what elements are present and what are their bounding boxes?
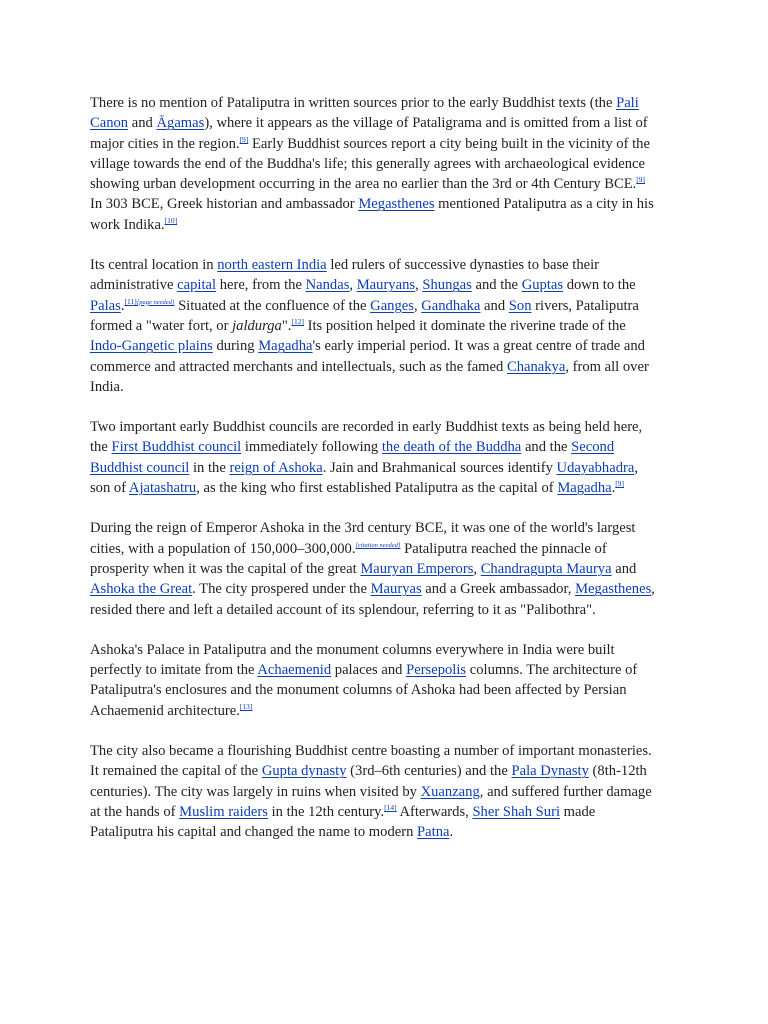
link-ashoka-the-great[interactable]: Ashoka the Great bbox=[90, 581, 193, 598]
link-agamas[interactable]: Āgamas bbox=[156, 115, 205, 132]
body-text: perfectly to imitate from the bbox=[90, 662, 258, 679]
link-shungas[interactable]: Shungas bbox=[422, 277, 472, 294]
link-palas[interactable]: Palas bbox=[90, 297, 121, 314]
citation-12-link[interactable]: [12] bbox=[291, 316, 304, 326]
body-text: (8th-12th bbox=[588, 763, 647, 780]
citation-9-link[interactable]: [9] bbox=[615, 479, 625, 489]
link-pali-canon[interactable]: Pali bbox=[616, 95, 639, 111]
body-text: , bbox=[349, 277, 357, 294]
link-first-buddhist-council[interactable]: First Buddhist council bbox=[111, 439, 242, 456]
link-persepolis[interactable]: Persepolis bbox=[406, 662, 467, 679]
body-text: Ashoka's Palace in Pataliputra and the monument columns everywhere in India were built bbox=[90, 641, 615, 658]
article-body bbox=[90, 93, 680, 863]
body-text: , bbox=[413, 297, 422, 314]
body-text: major cities in the region. bbox=[90, 135, 240, 152]
body-text: administrative bbox=[90, 277, 178, 294]
body-text: . bbox=[449, 824, 454, 841]
body-text: mentioned Pataliputra as a city in his bbox=[434, 196, 654, 213]
text-line bbox=[90, 194, 680, 214]
body-text: (3rd–6th centuries) and the bbox=[346, 763, 512, 780]
text-line bbox=[90, 660, 680, 680]
link-north-eastern-india[interactable]: north eastern India bbox=[217, 257, 327, 274]
text-line bbox=[90, 215, 680, 235]
link-second-buddhist-council[interactable]: Second bbox=[571, 439, 615, 456]
link-magadha[interactable]: Magadha bbox=[557, 480, 612, 497]
link-udayabhadra[interactable]: Udayabhadra bbox=[556, 459, 635, 476]
link-second-buddhist-council[interactable]: Buddhist council bbox=[90, 459, 190, 476]
body-text: in the 12th century. bbox=[267, 803, 385, 820]
link-indo-gangetic-plains[interactable]: Indo-Gangetic plains bbox=[90, 338, 213, 355]
citation-12 bbox=[291, 317, 304, 326]
body-text: and bbox=[128, 115, 157, 132]
link-mauryan-emperors[interactable]: Mauryan Emperors bbox=[360, 560, 474, 577]
paragraph bbox=[90, 640, 680, 721]
citation-14-link[interactable]: [14] bbox=[384, 802, 397, 812]
text-line bbox=[90, 377, 680, 397]
body-text: led rulers of successive dynasties to base their bbox=[326, 257, 600, 274]
text-line bbox=[90, 417, 680, 437]
link-son[interactable]: Son bbox=[508, 297, 532, 314]
body-text: and bbox=[480, 297, 509, 314]
text-line bbox=[90, 93, 680, 113]
body-text: . bbox=[120, 297, 125, 314]
link-gupta-dynasty[interactable]: Gupta dynasty bbox=[261, 763, 347, 780]
body-text: during bbox=[212, 338, 259, 355]
body-text: , and suffered further damage bbox=[479, 783, 652, 800]
text-line bbox=[90, 134, 680, 154]
body-text: at the hands of bbox=[90, 803, 180, 820]
link-mauryans[interactable]: Mauryans bbox=[356, 277, 416, 294]
italic-text: jaldurga bbox=[232, 317, 282, 334]
body-text: Pataliputra his capital and changed the name to modern bbox=[90, 824, 418, 841]
body-text: , bbox=[634, 459, 638, 476]
citation-11 bbox=[124, 297, 136, 306]
body-text: immediately following bbox=[241, 439, 382, 456]
paragraph bbox=[90, 417, 680, 498]
body-text: showing urban development occurring in the area no earlier than the 3rd or 4th Century BCE. bbox=[90, 176, 637, 193]
link-muslim-raiders[interactable]: Muslim raiders bbox=[179, 803, 268, 820]
body-text: Situated at the confluence of the bbox=[174, 297, 371, 314]
citation-9 bbox=[240, 135, 249, 144]
body-text: columns. The architecture of bbox=[466, 662, 638, 679]
body-text: The city also became a flourishing Buddhist centre boasting a number of important monasteries. bbox=[90, 743, 652, 760]
body-text: son of bbox=[90, 480, 129, 497]
link-xuanzang[interactable]: Xuanzang bbox=[420, 783, 480, 800]
link-patna[interactable]: Patna bbox=[417, 824, 450, 841]
text-line bbox=[90, 701, 680, 721]
body-text: and the bbox=[471, 277, 522, 294]
body-text: 's early imperial period. It was a great centre of trade and bbox=[312, 338, 645, 355]
body-text: down to the bbox=[563, 277, 636, 294]
body-text: , bbox=[415, 277, 423, 294]
body-text: commerce and attracted merchants and intellectuals, such as the famed bbox=[90, 358, 507, 375]
body-text: . bbox=[611, 480, 616, 497]
body-text: ". bbox=[281, 317, 292, 334]
link-ajatashatru[interactable]: Ajatashatru bbox=[128, 480, 197, 497]
citation-10 bbox=[165, 216, 178, 225]
text-line bbox=[90, 640, 680, 660]
text-line bbox=[90, 680, 680, 700]
text-line bbox=[90, 296, 680, 316]
body-text: Two important early Buddhist councils are recorded in early Buddhist texts as being held here, bbox=[90, 419, 643, 436]
body-text: made bbox=[560, 803, 596, 820]
body-text: and a Greek ambassador, bbox=[421, 581, 576, 598]
body-text: and bbox=[611, 560, 637, 577]
citation-9-link[interactable]: [9] bbox=[239, 134, 249, 144]
link-chanakya[interactable]: Chanakya bbox=[506, 358, 566, 375]
text-line bbox=[90, 357, 680, 377]
text-line bbox=[90, 518, 680, 538]
citation-13-link[interactable]: [13] bbox=[239, 701, 253, 711]
link-death-of-the-buddha[interactable]: the death of the Buddha bbox=[381, 439, 522, 456]
text-line bbox=[90, 174, 680, 194]
citation-13 bbox=[240, 702, 253, 711]
text-line bbox=[90, 802, 680, 822]
text-line bbox=[90, 255, 680, 275]
body-text: Pataliputra reached the pinnacle of bbox=[400, 540, 607, 557]
text-line bbox=[90, 113, 680, 133]
body-text: in the bbox=[189, 459, 230, 476]
body-text: Afterwards, bbox=[396, 803, 473, 820]
citation-9 bbox=[636, 175, 645, 184]
link-guptas[interactable]: Guptas bbox=[521, 277, 564, 294]
citation-10-link[interactable]: [10] bbox=[164, 215, 178, 225]
paragraph bbox=[90, 741, 680, 842]
body-text: cities, with a population of 150,000–300,000. bbox=[90, 540, 356, 557]
text-line bbox=[90, 154, 680, 174]
citation-9-link[interactable]: [9] bbox=[636, 175, 646, 185]
citation-14 bbox=[384, 803, 397, 812]
text-line bbox=[90, 782, 680, 802]
link-mauryas[interactable]: Mauryas bbox=[370, 581, 422, 598]
link-megasthenes[interactable]: Megasthenes bbox=[358, 196, 435, 213]
body-text: , from all over bbox=[565, 358, 649, 375]
link-capital[interactable]: capital bbox=[177, 277, 217, 294]
body-text: . The city prospered under the bbox=[192, 581, 371, 598]
link-reign-of-ashoka[interactable]: reign of Ashoka bbox=[229, 459, 323, 476]
body-text: Its position helped it dominate the riverine trade of the bbox=[303, 317, 626, 334]
body-text: here, from the bbox=[216, 277, 306, 294]
body-text: , as the king who first established Pataliputra as the capital of bbox=[196, 480, 558, 497]
body-text: work Indika. bbox=[90, 216, 165, 233]
citation-9 bbox=[615, 479, 624, 488]
text-line bbox=[90, 559, 680, 579]
body-text: ), where it appears as the village of Pataligrama and is omitted from a list of bbox=[204, 115, 648, 132]
body-text: Its central location in bbox=[90, 257, 218, 274]
paragraph bbox=[90, 518, 680, 619]
text-line bbox=[90, 437, 680, 457]
body-text: village towards the end of the Buddha's life; this generally agrees with archaeological evidence bbox=[90, 155, 645, 172]
paragraph bbox=[90, 255, 680, 397]
text-line bbox=[90, 741, 680, 761]
body-text: There is no mention of Pataliputra in written sources prior to the early Buddhist texts (the bbox=[90, 95, 617, 111]
body-text: It remained the capital of the bbox=[90, 763, 262, 780]
link-nandas[interactable]: Nandas bbox=[305, 277, 350, 294]
paragraph bbox=[90, 93, 680, 235]
page-needed-tag-link[interactable]: [page needed] bbox=[136, 298, 175, 306]
body-text: Early Buddhist sources report a city being built in the vicinity of the bbox=[248, 135, 650, 152]
link-gandhaka[interactable]: Gandhaka bbox=[421, 297, 481, 314]
link-chandragupta-maurya[interactable]: Chandragupta Maurya bbox=[480, 560, 612, 577]
link-ganges[interactable]: Ganges bbox=[370, 297, 414, 314]
body-text: and the bbox=[521, 439, 572, 456]
text-line bbox=[90, 539, 680, 559]
text-line bbox=[90, 761, 680, 781]
body-text: rivers, Pataliputra bbox=[531, 297, 639, 314]
text-line bbox=[90, 316, 680, 336]
text-line bbox=[90, 822, 680, 842]
body-text: formed a "water fort, or bbox=[90, 317, 233, 334]
body-text: Achaemenid architecture. bbox=[90, 702, 240, 719]
text-line bbox=[90, 275, 680, 295]
link-achaemenid[interactable]: Achaemenid bbox=[257, 662, 332, 679]
link-magadha[interactable]: Magadha bbox=[258, 338, 313, 355]
citation-needed-tag-link[interactable]: [citation needed] bbox=[355, 541, 401, 549]
citation-needed-tag bbox=[356, 542, 401, 549]
text-line bbox=[90, 579, 680, 599]
page-needed-tag bbox=[137, 299, 175, 306]
body-text: , bbox=[473, 560, 481, 577]
body-text: the bbox=[90, 439, 112, 456]
body-text: Pataliputra's enclosures and the monument columns of Ashoka had been affected by Persian bbox=[90, 682, 627, 699]
text-line bbox=[90, 458, 680, 478]
citation-11-link[interactable]: [11] bbox=[124, 296, 137, 306]
body-text: India. bbox=[90, 378, 124, 395]
body-text: . Jain and Brahmanical sources identify bbox=[322, 459, 557, 476]
body-text: prosperity when it was the capital of the great bbox=[90, 560, 361, 577]
link-pali-canon[interactable]: Canon bbox=[90, 115, 129, 132]
body-text: resided there and left a detailed account of its splendour, referring to it as "Palibothra". bbox=[90, 601, 596, 618]
body-text: , bbox=[651, 581, 655, 598]
text-line bbox=[90, 336, 680, 356]
link-sher-shah-suri[interactable]: Sher Shah Suri bbox=[472, 803, 560, 820]
link-megasthenes[interactable]: Megasthenes bbox=[575, 581, 652, 598]
body-text: During the reign of Emperor Ashoka in the 3rd century BCE, it was one of the world's largest bbox=[90, 520, 636, 537]
text-line bbox=[90, 478, 680, 498]
body-text: In 303 BCE, Greek historian and ambassador bbox=[90, 196, 359, 213]
body-text: palaces and bbox=[331, 662, 407, 679]
link-pala-dynasty[interactable]: Pala Dynasty bbox=[511, 763, 589, 780]
text-line bbox=[90, 600, 680, 620]
body-text: centuries). The city was largely in ruins when visited by bbox=[90, 783, 421, 800]
